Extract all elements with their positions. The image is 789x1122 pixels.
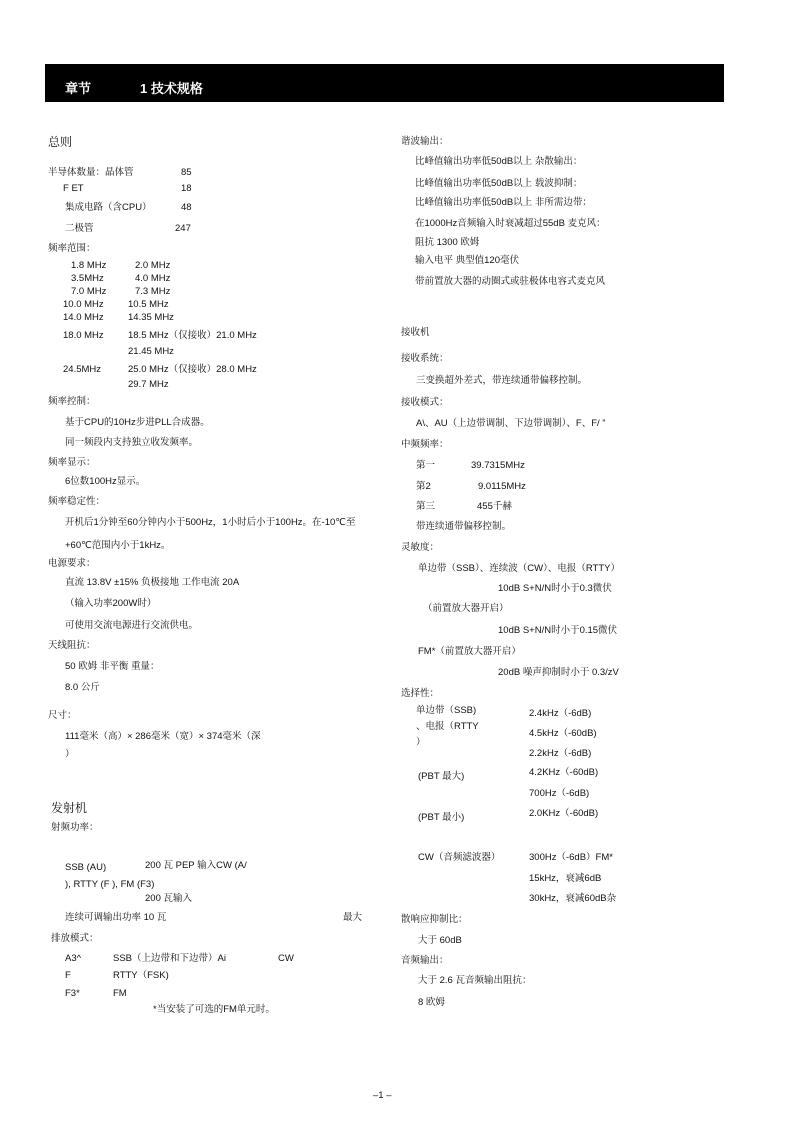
selectivity-label: 选择性： — [401, 688, 440, 699]
fet-label: F ET — [63, 183, 84, 194]
diode-label: 二极管 — [65, 223, 94, 234]
freq-stability-label: 频率稳定性： — [48, 496, 106, 507]
semiconductor-label: 半导体数量：晶体管 — [48, 167, 134, 178]
rf-power-line: 最大 — [343, 912, 363, 923]
spurious-line: 大于 60dB — [418, 935, 462, 946]
sensitivity-line: 10dB S+N/N时小于0.15微伏 — [498, 625, 618, 636]
sensitivity-line: （前置放大器开启） — [423, 603, 509, 614]
if-value: 9.0115MHz — [478, 481, 526, 492]
harmonic-line: 比峰值输出功率低50dB以上 非所需边带： — [415, 197, 592, 208]
selectivity-value: 4.5kHz（-60dB) — [529, 728, 597, 739]
fet-count: 18 — [181, 183, 192, 194]
ic-label: 集成电路（含CPU） — [65, 202, 152, 213]
freq-range-low: 24.5MHz — [63, 364, 102, 375]
selectivity-mode: (PBT 最小) — [418, 812, 465, 823]
antenna-label: 天线阻抗： — [48, 640, 96, 651]
harmonic-line: 比峰值输出功率低50dB以上 杂散输出： — [415, 156, 583, 167]
rx-system-label: 接收系统： — [401, 353, 449, 364]
freq-range-low: 1.8 MHz — [71, 260, 107, 271]
selectivity-mode: CW（音频滤波器） — [418, 852, 501, 863]
power-line: （输入功率200W时） — [65, 598, 157, 609]
power-label: 电源要求： — [48, 558, 96, 569]
general-title: 总则 — [48, 135, 73, 149]
if-value: 39.7315MHz — [471, 460, 525, 471]
selectivity-value: 2.2kHz（-6dB) — [529, 748, 592, 759]
sensitivity-line: FM*（前置放大器开启） — [418, 646, 521, 657]
emission-note: *当安装了可选的FM单元时。 — [153, 1004, 275, 1015]
selectivity-mode: (PBT 最大) — [418, 771, 465, 782]
freq-control-line: 基于CPU的10Hz步进PLL合成器。 — [65, 417, 210, 428]
freq-range-high: 25.0 MHz（仅接收）28.0 MHz — [128, 364, 257, 375]
size-line: ） — [65, 749, 75, 760]
freq-range-high: 7.3 MHz — [135, 286, 171, 297]
ic-count: 48 — [181, 202, 192, 213]
freq-range-low: 7.0 MHz — [71, 286, 107, 297]
rf-power-line: 连续可调输出功率 10 瓦 — [65, 912, 167, 923]
page-number: –1 – — [373, 1090, 392, 1101]
selectivity-mode: ） — [416, 737, 426, 748]
rf-power-line: 200 瓦 PEP 输入CW (A/ — [145, 860, 247, 871]
antenna-line: 50 欧姆 非平衡 重量： — [65, 661, 160, 672]
selectivity-value: 4.2KHz（-60dB) — [529, 767, 599, 778]
freq-display-line: 6位数100Hz显示。 — [65, 476, 146, 487]
freq-range-low: 14.0 MHz — [63, 312, 104, 323]
freq-stability-line: +60℃范围内小于1kHz。 — [65, 540, 171, 551]
harmonic-line: 带前置放大器的动圈式或驻极体电容式麦克风 — [415, 276, 606, 287]
if-note: 带连续通带偏移控制。 — [416, 521, 512, 532]
rx-system-line: 三变换超外差式，带连续通带偏移控制。 — [416, 375, 588, 386]
emission-code: F3* — [65, 988, 80, 999]
freq-range-high: 10.5 MHz — [128, 299, 169, 310]
selectivity-value: 2.0KHz（-60dB) — [529, 808, 599, 819]
harmonic-label: 谐波输出： — [401, 136, 449, 147]
diode-count: 247 — [175, 223, 191, 234]
if-label: 中频频率： — [401, 439, 449, 450]
audio-line: 8 欧姆 — [418, 997, 445, 1008]
harmonic-line: 比峰值输出功率低50dB以上 载波抑制： — [415, 178, 583, 189]
harmonic-line: 输入电平 典型值120毫伏 — [415, 255, 519, 266]
sensitivity-line: 单边带（SSB）、连续波（CW）、电报（RTTY） — [418, 563, 620, 574]
selectivity-value: 2.4kHz（-6dB) — [529, 708, 592, 719]
selectivity-value: 30kHz，衰减60dB杂 — [529, 893, 617, 904]
selectivity-value: 700Hz（-6dB) — [529, 788, 590, 799]
freq-range-high: 4.0 MHz — [135, 273, 171, 284]
emission-code: A3^ — [65, 953, 82, 964]
freq-range-low: 18.0 MHz — [63, 330, 104, 341]
freq-range-high: 29.7 MHz — [128, 379, 169, 390]
freq-range-high: 2.0 MHz — [135, 260, 171, 271]
harmonic-line: 在1000Hz音频输入时衰减超过55dB 麦克风： — [415, 218, 606, 229]
freq-stability-line: 开机后1分钟至60分钟内小于500Hz，1小时后小于100Hz。在-10℃至 — [65, 517, 356, 528]
selectivity-value: 15kHz，衰减6dB — [529, 873, 602, 884]
freq-range-high: 18.5 MHz（仅接收）21.0 MHz — [128, 330, 257, 341]
power-line: 直流 13.8V ±15% 负极接地 工作电流 20A — [65, 577, 240, 588]
selectivity-mode: 单边带（SSB) — [416, 705, 477, 716]
if-value: 455千赫 — [477, 501, 512, 512]
if-name: 第一 — [416, 460, 436, 471]
emission-desc: RTTY（FSK) — [113, 970, 169, 981]
receiver-title: 接收机 — [401, 327, 430, 338]
audio-line: 大于 2.6 瓦音频输出阻抗： — [418, 975, 532, 986]
transistor-count: 85 — [181, 167, 192, 178]
freq-range-label: 频率范围： — [48, 243, 96, 254]
transmitter-title: 发射机 — [51, 801, 88, 815]
if-name: 第三 — [416, 501, 436, 512]
rf-power-label: 射频功率： — [51, 822, 99, 833]
freq-display-label: 频率显示： — [48, 457, 96, 468]
emission-desc: SSB（上边带和下边带）Ai — [113, 953, 226, 964]
selectivity-value: 300Hz（-6dB）FM* — [529, 852, 613, 863]
rf-power-line: ), RTTY (F ), FM (F3) — [65, 879, 155, 890]
harmonic-line: 阻抗 1300 欧姆 — [415, 237, 480, 248]
rf-power-line: SSB (AU) — [65, 862, 107, 873]
freq-range-low: 3.5MHz — [71, 273, 104, 284]
freq-range-high: 14.35 MHz — [128, 312, 174, 323]
size-line: 111毫米（高）× 286毫米（宽）× 374毫米（深 — [65, 731, 261, 742]
selectivity-mode: 、电报（RTTY — [416, 721, 479, 732]
size-label: 尺寸： — [48, 710, 77, 721]
chapter-header-bar — [45, 64, 724, 102]
chapter-title: 1 技术规格 — [140, 81, 203, 96]
audio-label: 音频输出： — [401, 955, 449, 966]
rf-power-line: 200 瓦输入 — [145, 893, 192, 904]
freq-range-high: 21.45 MHz — [128, 346, 174, 357]
sensitivity-line: 20dB 噪声抑制时小于 0.3/zV — [498, 667, 619, 678]
if-name: 第2 — [416, 481, 431, 492]
power-line: 可使用交流电源进行交流供电。 — [65, 620, 199, 631]
antenna-line: 8.0 公斤 — [65, 682, 100, 693]
sensitivity-line: 10dB S+N/N时小于0.3微伏 — [498, 583, 612, 594]
sensitivity-label: 灵敏度： — [401, 542, 440, 553]
freq-control-line: 同一频段内支持独立收发频率。 — [65, 437, 199, 448]
emission-desc: CW — [278, 953, 294, 964]
spurious-label: 散响应抑制比： — [401, 914, 468, 925]
chapter-label: 章节 — [65, 81, 92, 96]
rx-mode-line: A\、AU（上边带调制、下边带调制）、F、F/ ” — [416, 418, 606, 429]
freq-range-low: 10.0 MHz — [63, 299, 104, 310]
emission-desc: FM — [113, 988, 127, 999]
emission-label: 排放模式： — [51, 933, 99, 944]
emission-code: F — [65, 970, 71, 981]
freq-control-label: 频率控制： — [48, 396, 96, 407]
rx-mode-label: 接收模式： — [401, 397, 449, 408]
